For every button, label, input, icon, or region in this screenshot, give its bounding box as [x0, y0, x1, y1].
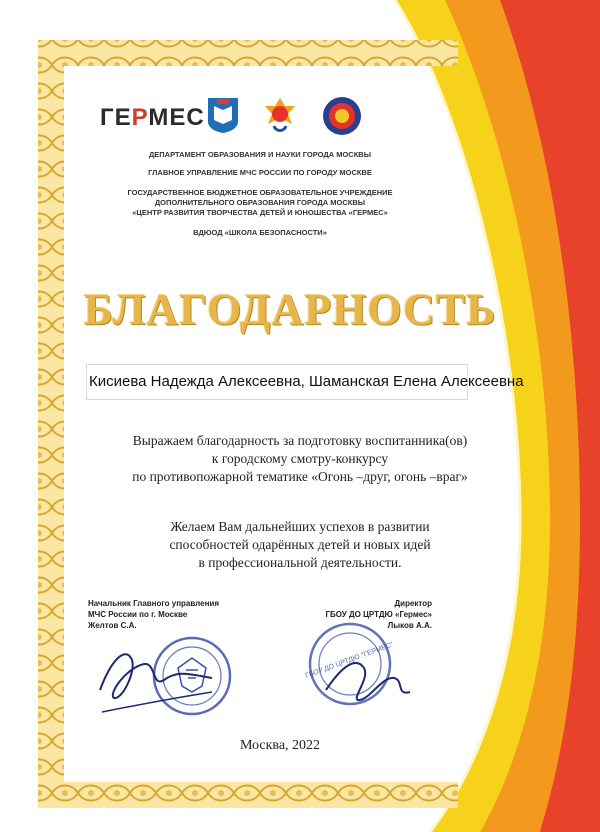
- page-title: БЛАГОДАРНОСТЬ: [83, 285, 497, 334]
- header-institution-line2: ДОПОЛНИТЕЛЬНОГО ОБРАЗОВАНИЯ ГОРОДА МОСКВЫ: [154, 198, 366, 207]
- signatory-left-name: Желтов С.А.: [88, 621, 137, 630]
- gratitude-line2: к городскому смотру-конкурсу: [211, 451, 389, 466]
- wishes-line1: Желаем Вам дальнейших успехов в развитии: [170, 519, 430, 534]
- signatory-left: [88, 598, 219, 631]
- safety-school-emblem-icon: [322, 96, 362, 136]
- header-department: ДЕПАРТАМЕНТ ОБРАЗОВАНИЯ И НАУКИ ГОРОДА МОСКВЫ: [148, 150, 372, 159]
- wishes-line2: способностей одарённых детей и новых идей: [169, 537, 431, 552]
- header-school: ВДЮОД «ШКОЛА БЕЗОПАСНОСТИ»: [193, 228, 327, 237]
- header-institution-line1: ГОСУДАРСТВЕННОЕ БЮДЖЕТНОЕ ОБРАЗОВАТЕЛЬНОЕ УЧРЕЖДЕНИЕ: [127, 188, 393, 197]
- signatory-right-name: Лыков А.А.: [387, 621, 432, 630]
- hermes-logo: ГЕРМЕС: [100, 104, 205, 131]
- gratitude-line1: Выражаем благодарность за подготовку воспитанника(ов): [132, 433, 468, 448]
- education-department-logo-icon: [206, 96, 240, 134]
- signatory-left-position: Начальник Главного управления: [88, 599, 220, 608]
- gratitude-line3: по противопожарной тематике «Огонь –друг, огонь –враг»: [132, 469, 468, 484]
- wishes-line3: в профессиональной деятельности.: [198, 555, 402, 570]
- mchs-stamp-and-signature: [92, 628, 262, 728]
- signatory-right-organization: ГБОУ ДО ЦРТДЮ «Гермес»: [325, 610, 432, 619]
- city-year: Москва, 2022: [239, 738, 321, 753]
- hermes-stamp-and-signature: [286, 616, 436, 716]
- signatory-left-organization: МЧС России по г. Москве: [88, 610, 188, 619]
- stamp-text: ГБОУ ДО ЦРТДЮ "ГЕРМЕС": [304, 641, 395, 680]
- header-mchs: ГЛАВНОЕ УПРАВЛЕНИЕ МЧС РОССИИ ПО ГОРОДУ МОСКВЕ: [148, 168, 372, 177]
- logo-row: [100, 96, 400, 138]
- signatory-right-position: Директор: [394, 599, 432, 608]
- mchs-emblem-icon: [262, 96, 298, 136]
- header-institution-line3: «ЦЕНТР РАЗВИТИЯ ТВОРЧЕСТВА ДЕТЕЙ И ЮНОШЕСТВА «ГЕРМЕС»: [132, 208, 388, 217]
- recipient-name: Кисиева Надежда Алексеевна, Шаманская Елена Алексеевна: [89, 373, 524, 390]
